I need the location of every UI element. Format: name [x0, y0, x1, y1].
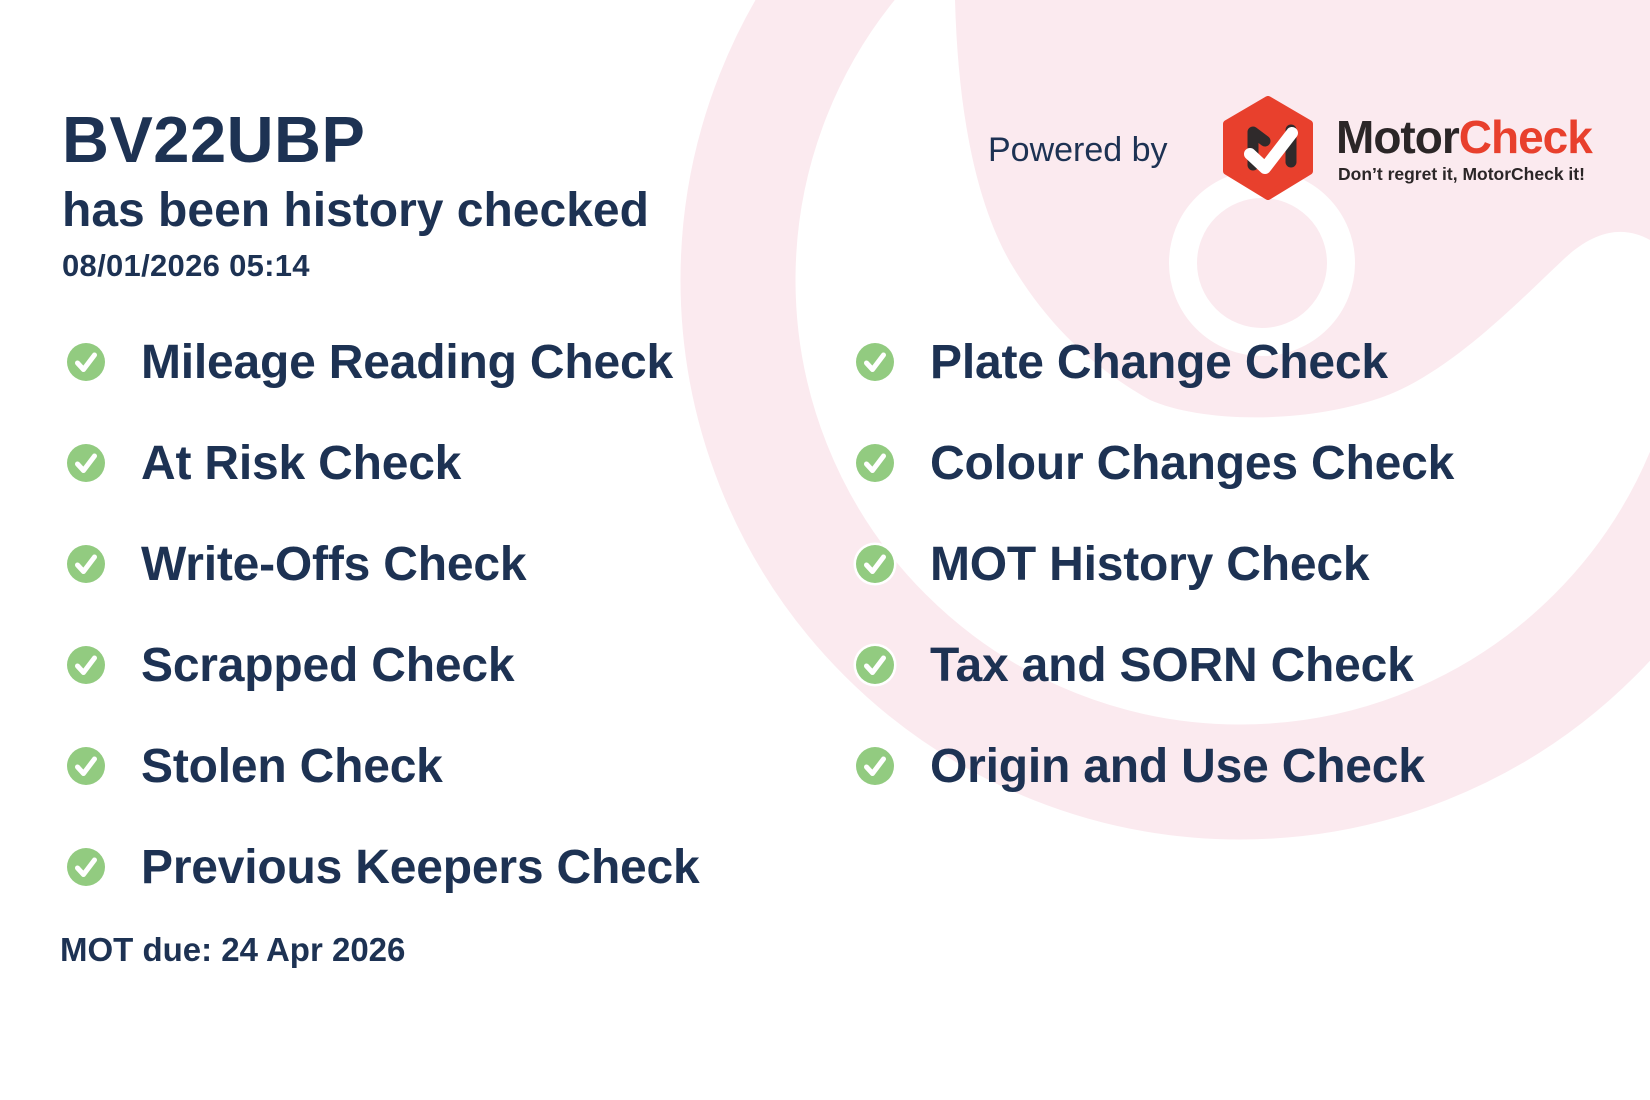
- check-item-label: Scrapped Check: [141, 638, 515, 692]
- check-item-label: Tax and SORN Check: [930, 638, 1414, 692]
- list-item: [64, 737, 443, 795]
- check-circle-icon: [64, 643, 108, 687]
- check-item-label: Origin and Use Check: [930, 739, 1425, 793]
- check-item-label: Write-Offs Check: [141, 537, 527, 591]
- list-item: [64, 333, 673, 391]
- registration-plate-title: BV22UBP: [62, 103, 366, 176]
- list-item: [853, 636, 1414, 694]
- brand-wordmark: [1336, 112, 1592, 162]
- list-item: [853, 434, 1454, 492]
- list-item: [853, 737, 1425, 795]
- check-circle-icon: [64, 542, 108, 586]
- list-item: [64, 535, 526, 593]
- check-timestamp: 08/01/2026 05:14: [62, 248, 310, 283]
- check-circle-icon: [64, 340, 108, 384]
- check-circle-icon: [853, 744, 897, 788]
- list-item: [64, 636, 514, 694]
- list-item: [64, 434, 461, 492]
- list-item: [853, 333, 1388, 391]
- check-circle-icon: [64, 744, 108, 788]
- list-item: [853, 535, 1369, 593]
- check-circle-icon: [853, 643, 897, 687]
- header: [62, 104, 649, 284]
- check-item-label: Stolen Check: [141, 739, 443, 793]
- check-circle-icon: [853, 542, 897, 586]
- page-subtitle: has been history checked: [62, 184, 649, 237]
- check-item-label: At Risk Check: [141, 436, 462, 490]
- check-circle-icon: [64, 441, 108, 485]
- check-circle-icon: [853, 340, 897, 384]
- check-item-label: Colour Changes Check: [930, 436, 1455, 490]
- mot-due-date: MOT due: 24 Apr 2026: [60, 931, 406, 968]
- powered-by-label: Powered by: [988, 131, 1168, 169]
- check-item-label: Previous Keepers Check: [141, 840, 700, 894]
- brand-check-text: Check: [1458, 111, 1592, 163]
- check-item-label: Plate Change Check: [930, 335, 1388, 389]
- list-item: [64, 838, 700, 896]
- brand-tagline: Don’t regret it, MotorCheck it!: [1338, 164, 1585, 184]
- check-item-label: MOT History Check: [930, 537, 1370, 591]
- check-item-label: Mileage Reading Check: [141, 335, 673, 389]
- check-circle-icon: [64, 845, 108, 889]
- motorcheck-logo-icon: [1222, 96, 1314, 200]
- brand-motor-text: Motor: [1336, 111, 1459, 163]
- check-circle-icon: [853, 441, 897, 485]
- logo-hexagon-shape: [1227, 100, 1309, 196]
